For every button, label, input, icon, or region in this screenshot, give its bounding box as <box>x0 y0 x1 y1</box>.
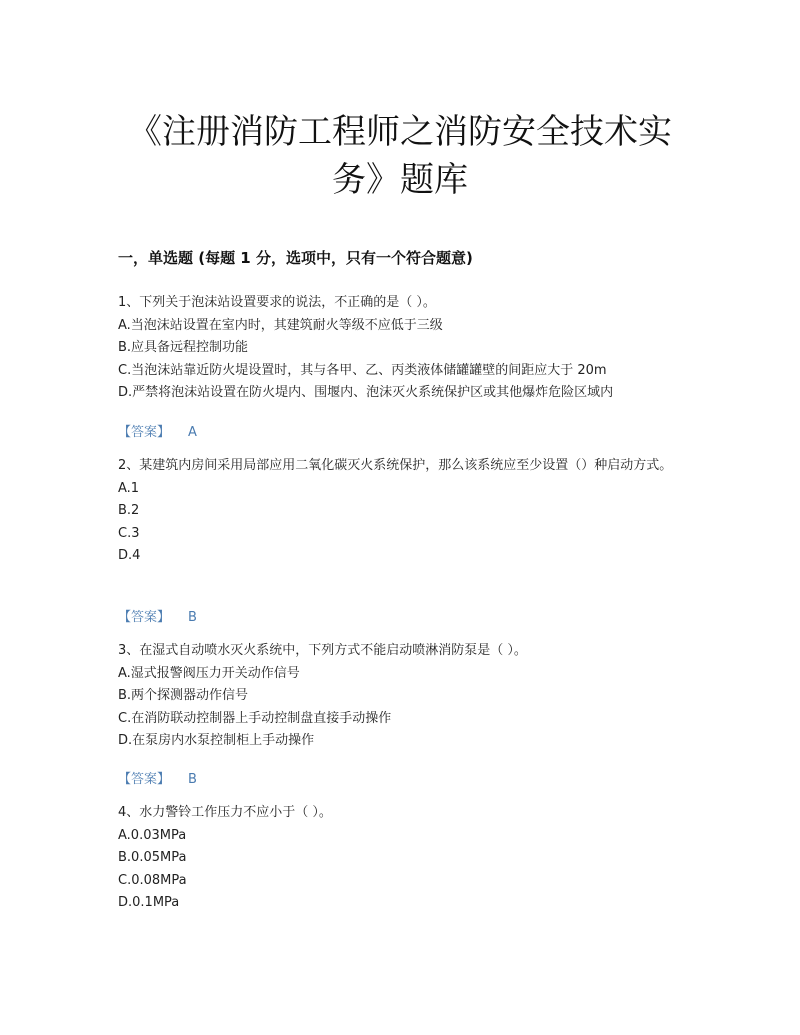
question-stem: 3、在湿式自动喷水灭火系统中，下列方式不能启动喷淋消防泵是（ ）。 <box>118 643 527 658</box>
section-heading: 一，单选题 (每题 1 分，选项中，只有一个符合题意) <box>118 249 473 267</box>
answer-value: B <box>188 610 197 625</box>
option-b: B.2 <box>118 503 140 518</box>
option-a: A.湿式报警阀压力开关动作信号 <box>118 665 300 681</box>
option-c: C.3 <box>118 525 140 541</box>
option-a: A.1 <box>118 480 140 496</box>
document-title <box>100 108 700 204</box>
option-d: D.严禁将泡沫站设置在防火堤内、围堰内、泡沫灭火系统保护区或其他爆炸危险区域内 <box>118 385 614 400</box>
option-d: D.在泵房内水泵控制柜上手动操作 <box>118 733 315 748</box>
option-b: B.0.05MPa <box>118 850 187 865</box>
option-d: D.0.1MPa <box>118 895 180 910</box>
question-stem: 1、下列关于泡沫站设置要求的说法，不正确的是（ ）。 <box>118 295 436 310</box>
answer-label: 【答案】 <box>118 425 171 440</box>
question-2 <box>118 455 678 568</box>
answer-label: 【答案】 <box>118 772 171 787</box>
answer-2 <box>118 606 197 625</box>
option-b: B.两个探测器动作信号 <box>118 688 249 703</box>
option-c: C.0.08MPa <box>118 872 187 888</box>
option-c: C.当泡沫站靠近防火堤设置时，其与各甲、乙、丙类液体储罐罐壁的间距应大于 20m <box>118 362 607 378</box>
option-a: A.当泡沫站设置在室内时，其建筑耐火等级不应低于三级 <box>118 317 443 333</box>
answer-3 <box>118 768 197 787</box>
answer-1 <box>118 421 197 440</box>
question-stem: 2、某建筑内房间采用局部应用二氧化碳灭火系统保护，那么该系统应至少设置（）种启动方式。 <box>118 458 673 473</box>
option-b: B.应具备远程控制功能 <box>118 340 249 355</box>
option-d: D.4 <box>118 548 141 563</box>
answer-label: 【答案】 <box>118 610 171 625</box>
option-c: C.在消防联动控制器上手动控制盘直接手动操作 <box>118 710 392 726</box>
question-3 <box>118 640 678 753</box>
question-1 <box>118 292 678 405</box>
answer-value: A <box>188 425 197 440</box>
question-stem: 4、水力警铃工作压力不应小于（ ）。 <box>118 805 332 820</box>
option-a: A.0.03MPa <box>118 827 187 843</box>
title-line-2: 务》题库 <box>332 160 468 200</box>
answer-value: B <box>188 772 197 787</box>
title-line-1: 《注册消防工程师之消防安全技术实 <box>128 112 672 152</box>
question-4 <box>118 802 678 915</box>
